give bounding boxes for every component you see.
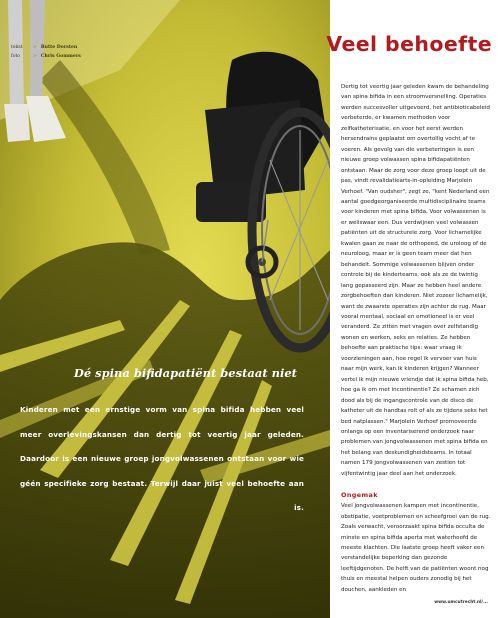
credit-row	[11, 52, 81, 61]
article-title: Veel behoefte	[326, 32, 492, 56]
credit-label: tekst	[11, 45, 23, 50]
article-body	[341, 82, 491, 595]
section-paragraph: Veel jongvolwassenen kampen met incontinentie, obstipatie, voetproblemen en scheefgroei van de rug. Zoals verwacht, veroorzaakt spina bifida occulta de minste en spina bifida aperta met waterhoofd de meeste klachten. Die laatste groep heeft vaker een verstandelijke beperking dan gezonde leeftijdgenoten. De helft van de patiënten woont nog thuis en meestal helpen ouders zonodig bij het douchen, aankleden en	[341, 503, 491, 593]
credit-separator: >	[33, 45, 37, 50]
body-paragraph: Dertig tot veertig jaar geleden kwam de behandeling van spina bifida in een stroomversnelling. Operaties werden succesvoller uitgevoerd, het antibioticabeleid verbeterde, er kwamen methoden voor zelfkatheterisatie, en voor het eerst werden hersendrains geplaatst om overtollig vocht af te voeren. Als gevolg van die verbeteringen is een nieuwe groep volwassen spina bifidapatiënten ontstaan. Maar de zorg voor deze groep loopt uit de pas, vindt revalidatiearts-in-opleiding Marjolein Verhoef. "Van oudsher", zegt ze, "kent Nederland een aantal goedgeorganiseerde multidisciplinaire teams voor kinderen met spina bifida. Voor volwassenen is er weliswaar een. Dus verdwijnen veel volwassen patiënten uit de structurele zorg. Voor lichamelijke kwalen gaan ze naar de orthopeed, de uroloog of de neuroloog, maar er is geen team meer dat hen behandelt. Sommige volwassenen blijven onder controle bij de kinderteams, ook als ze de twintig lang gepasseerd zijn. Maar ze hebben heel andere zorgbehoeften dan kinderen. Niet zozeer lichamelijk, want de zwaarste operaties zijn achter de rug. Maar vooral mentaal, sociaal en emotioneel is er veel veranderd. Ze zitten met vragen over zelfstandig wonen en werken, seks en relaties. Ze hebben behoefte aan praktische tips: waar vraag ik voorzieningen aan, hoe regel ik vervoer van huis naar mijn werk, kan ik kinderen krijgen? Wanneer vertel ik mijn nieuwe vriendje dat ik spina bifida heb, hoe ga ik om met incontinentie? Ze schamen zich dood als bij de ingangscontrole van de disco de katheter uit de handtas rolt of als ze tijdens seks het bed natplassen." Marjolein Verhoef promoveerde onlangs op een inventariserend onderzoek naar problemen van jongvolwassenen met spina bifida en het belang van deskundigheidsteams. In totaal namen 179 jongvolwassenen van zestien tot vijfentwintig jaar deel aan het onderzoek.	[341, 84, 490, 477]
credit-row	[11, 43, 81, 52]
credits	[11, 43, 81, 61]
credit-value: Chris Gommers	[40, 54, 81, 59]
lede-text: Kinderen met een ernstige vorm van spina bifida hebben veel meer overlevingskansen dan dertig tot veertig jaar geleden. Daardoor is een nieuwe groep jongvolwassenen ontstaan voor wie géén specifieke zorg bestaat. Terwijl daar juist veel behoefte aan is.	[20, 405, 304, 512]
footer-url: www.umcutrecht.nl/...	[434, 600, 488, 605]
section-heading: Ongemak	[341, 491, 378, 500]
credit-label: foto	[11, 54, 21, 59]
lede-heading: Dé spina bifidapatiënt bestaat niet	[73, 366, 297, 380]
credit-value: Rutte Dorsten	[40, 45, 78, 50]
credit-separator: >	[33, 54, 37, 59]
